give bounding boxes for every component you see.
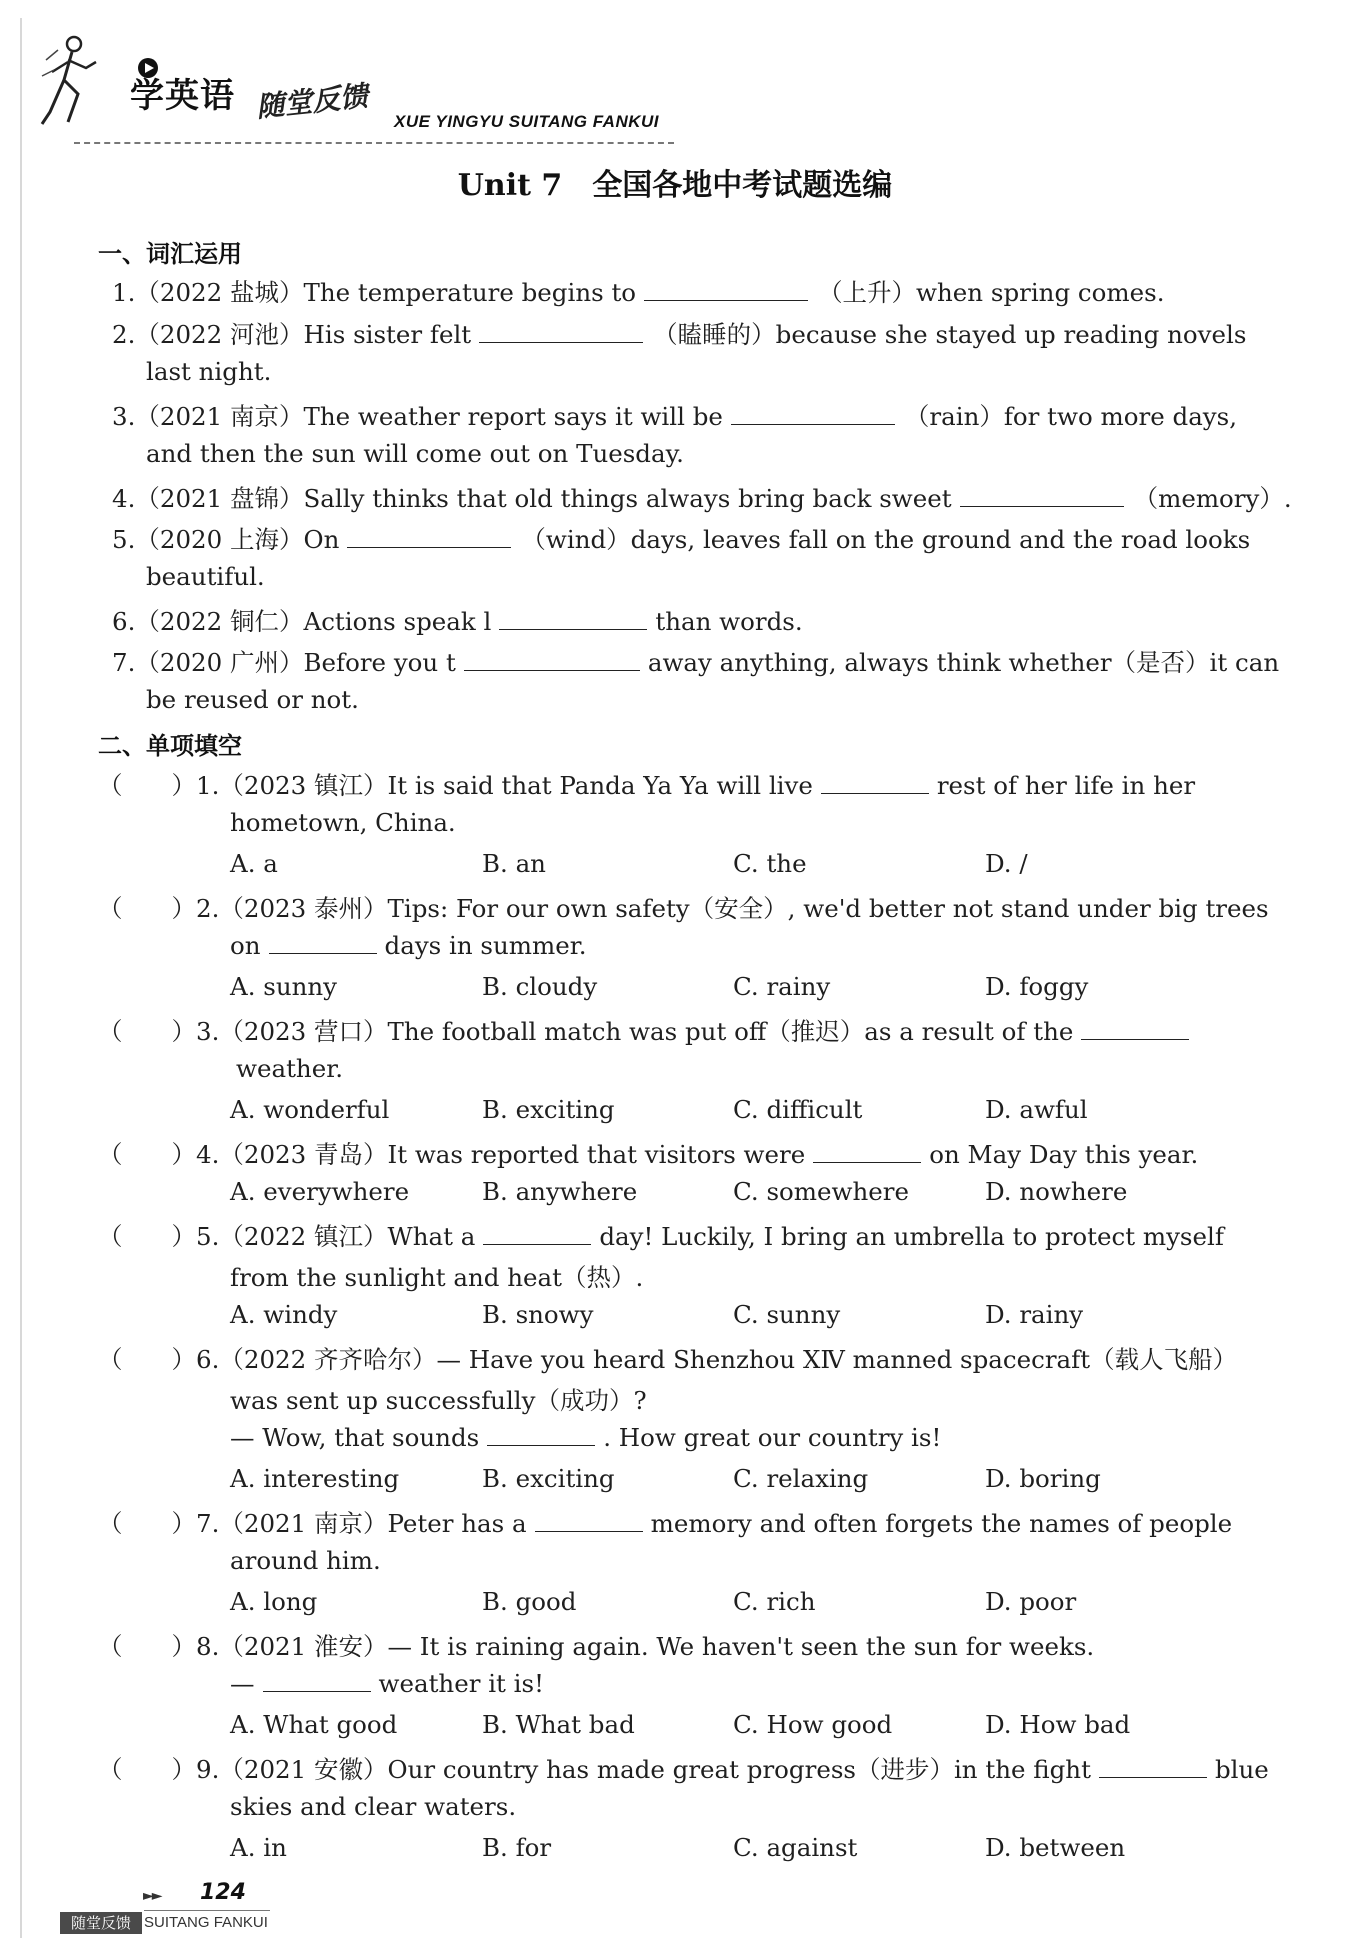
option-b: B. exciting (482, 1095, 615, 1124)
answer-blank[interactable] (347, 546, 511, 548)
choice-item-6-line-2: was sent up successfully（成功）? (230, 1386, 647, 1415)
option-b: B. anywhere (482, 1177, 638, 1206)
runner-logo-icon (38, 32, 108, 128)
page-number: 124 (200, 1880, 246, 1905)
answer-paren[interactable]: （ ） (98, 1632, 196, 1661)
choice-item-9-line-2: skies and clear waters. (230, 1792, 517, 1821)
choice-item-3-line-1: 3.（2023 营口）The football match was put off（推迟）as a result of the (196, 1013, 1197, 1048)
choice-item-6-line-3: — Wow, that sounds . How great our country is! (230, 1423, 942, 1452)
answer-paren[interactable]: （ ） (98, 894, 196, 923)
answer-blank[interactable] (479, 341, 643, 343)
brand-title: 学英语 (130, 76, 235, 116)
option-b: B. exciting (482, 1464, 615, 1493)
footer-tag: 随堂反馈 (60, 1912, 142, 1934)
option-d: D. between (985, 1833, 1126, 1862)
option-d: D. awful (985, 1095, 1088, 1124)
vocab-item-2-line-2: last night. (146, 357, 272, 386)
answer-blank (821, 792, 929, 794)
vocab-item-2-line-1: 2.（2022 河池）His sister felt （瞌睡的）because she stayed up reading novels (112, 320, 1247, 349)
vocab-item-3-line-2: and then the sun will come out on Tuesday. (146, 439, 684, 468)
choice-item-8-line-1: 8.（2021 淮安）— It is raining again. We haven't seen the sun for weeks. (196, 1632, 1095, 1661)
page-header (34, 24, 674, 132)
answer-blank (535, 1530, 643, 1532)
choice-item-4-line-1: 4.（2023 青岛）It was reported that visitors were on May Day this year. (196, 1140, 1199, 1169)
vocab-item-3-line-1: 3.（2021 南京）The weather report says it will be （rain）for two more days, (112, 402, 1237, 431)
option-c: C. against (733, 1833, 858, 1862)
option-b: B. for (482, 1833, 552, 1862)
choice-item-1-line-2: hometown, China. (230, 808, 456, 837)
option-b: B. snowy (482, 1300, 594, 1329)
footer-tag-pinyin: SUITANG FANKUI (144, 1914, 268, 1931)
option-a: A. everywhere (230, 1177, 410, 1206)
option-a: A. in (230, 1833, 287, 1862)
page-title: Unit 7 全国各地中考试题选编 (457, 168, 893, 203)
option-a: A. sunny (230, 972, 338, 1001)
section-heading-choice: 二、单项填空 (98, 732, 242, 760)
answer-paren[interactable]: （ ） (98, 1755, 196, 1784)
option-c: C. sunny (733, 1300, 841, 1329)
option-d: D. / (985, 849, 1028, 878)
option-c: C. How good (733, 1710, 893, 1739)
vocab-item-7-line-1: 7.（2020 广州）Before you t away anything, always think whether（是否）it can (112, 648, 1280, 677)
answer-paren[interactable]: （ ） (98, 1509, 196, 1538)
section-heading-vocab: 一、词汇运用 (98, 240, 242, 268)
option-b: B. cloudy (482, 972, 598, 1001)
answer-paren[interactable]: （ ） (98, 1222, 196, 1251)
option-a: A. What good (230, 1710, 398, 1739)
option-d: D. boring (985, 1464, 1101, 1493)
choice-item-5-line-1: 5.（2022 镇江）What a day! Luckily, I bring an umbrella to protect myself (196, 1222, 1224, 1251)
choice-item-7-line-2: around him. (230, 1546, 381, 1575)
brand-subtitle: 随堂反馈 (254, 79, 370, 124)
choice-item-1-line-1: 1.（2023 镇江）It is said that Panda Ya Ya will live rest of her life in her (196, 771, 1196, 800)
option-d: D. rainy (985, 1300, 1084, 1329)
option-b: B. good (482, 1587, 577, 1616)
option-d: D. How bad (985, 1710, 1131, 1739)
option-c: C. rich (733, 1587, 816, 1616)
option-c: C. relaxing (733, 1464, 869, 1493)
answer-paren[interactable]: （ ） (98, 1345, 196, 1374)
answer-blank (263, 1690, 371, 1692)
choice-item-2-line-2: on days in summer. (230, 931, 587, 960)
option-a: A. a (230, 849, 278, 878)
footer-divider (144, 1910, 270, 1911)
header-divider (74, 142, 674, 144)
option-a: A. wonderful (230, 1095, 390, 1124)
choice-item-7-line-1: 7.（2021 南京）Peter has a memory and often forgets the names of people (196, 1509, 1233, 1538)
option-a: A. long (230, 1587, 318, 1616)
answer-blank[interactable] (731, 423, 895, 425)
option-c: C. rainy (733, 972, 831, 1001)
answer-blank (813, 1161, 921, 1163)
answer-blank (1099, 1776, 1207, 1778)
option-b: B. What bad (482, 1710, 635, 1739)
answer-paren[interactable]: （ ） (98, 1017, 196, 1046)
answer-blank (269, 952, 377, 954)
vocab-item-5-line-1: 5.（2020 上海）On （wind）days, leaves fall on the ground and the road looks (112, 525, 1251, 554)
answer-blank[interactable] (499, 628, 647, 630)
choice-item-6-line-1: 6.（2022 齐齐哈尔）— Have you heard Shenzhou ⅩⅣ manned spacecraft（载人飞船） (196, 1345, 1238, 1374)
answer-blank[interactable] (960, 505, 1124, 507)
vocab-item-4-line-1: 4.（2021 盘锦）Sally thinks that old things always bring back sweet （memory）. (112, 484, 1292, 513)
double-arrow-icon: ►► (143, 1888, 161, 1904)
option-c: C. somewhere (733, 1177, 909, 1206)
vocab-item-6-line-1: 6.（2022 铜仁）Actions speak l than words. (112, 607, 803, 636)
choice-item-9-line-1: 9.（2021 安徽）Our country has made great progress（进步）in the fight blue (196, 1755, 1269, 1784)
answer-blank[interactable] (464, 669, 640, 671)
answer-paren[interactable]: （ ） (98, 771, 196, 800)
choice-item-8-line-2: — weather it is! (230, 1669, 544, 1698)
option-a: A. interesting (230, 1464, 400, 1493)
option-d: D. poor (985, 1587, 1077, 1616)
choice-item-2-line-1: 2.（2023 泰州）Tips: For our own safety（安全）, we'd better not stand under big trees (196, 894, 1269, 923)
answer-paren[interactable]: （ ） (98, 1140, 196, 1169)
vocab-item-1-line-1: 1.（2022 盐城）The temperature begins to （上升）when spring comes. (112, 278, 1165, 307)
option-c: C. the (733, 849, 807, 878)
answer-blank (483, 1243, 591, 1245)
option-a: A. windy (230, 1300, 338, 1329)
answer-blank[interactable] (644, 299, 808, 301)
choice-item-5-line-2: from the sunlight and heat（热）. (230, 1263, 644, 1292)
option-d: D. foggy (985, 972, 1089, 1001)
answer-blank (487, 1444, 595, 1446)
answer-blank (1081, 1038, 1189, 1040)
option-c: C. difficult (733, 1095, 863, 1124)
option-d: D. nowhere (985, 1177, 1128, 1206)
choice-item-3-line-2: weather. (236, 1054, 344, 1083)
brand-pinyin: XUE YINGYU SUITANG FANKUI (394, 112, 660, 131)
vocab-item-5-line-2: beautiful. (146, 562, 265, 591)
option-b: B. an (482, 849, 546, 878)
vocab-item-7-line-2: be reused or not. (146, 685, 359, 714)
